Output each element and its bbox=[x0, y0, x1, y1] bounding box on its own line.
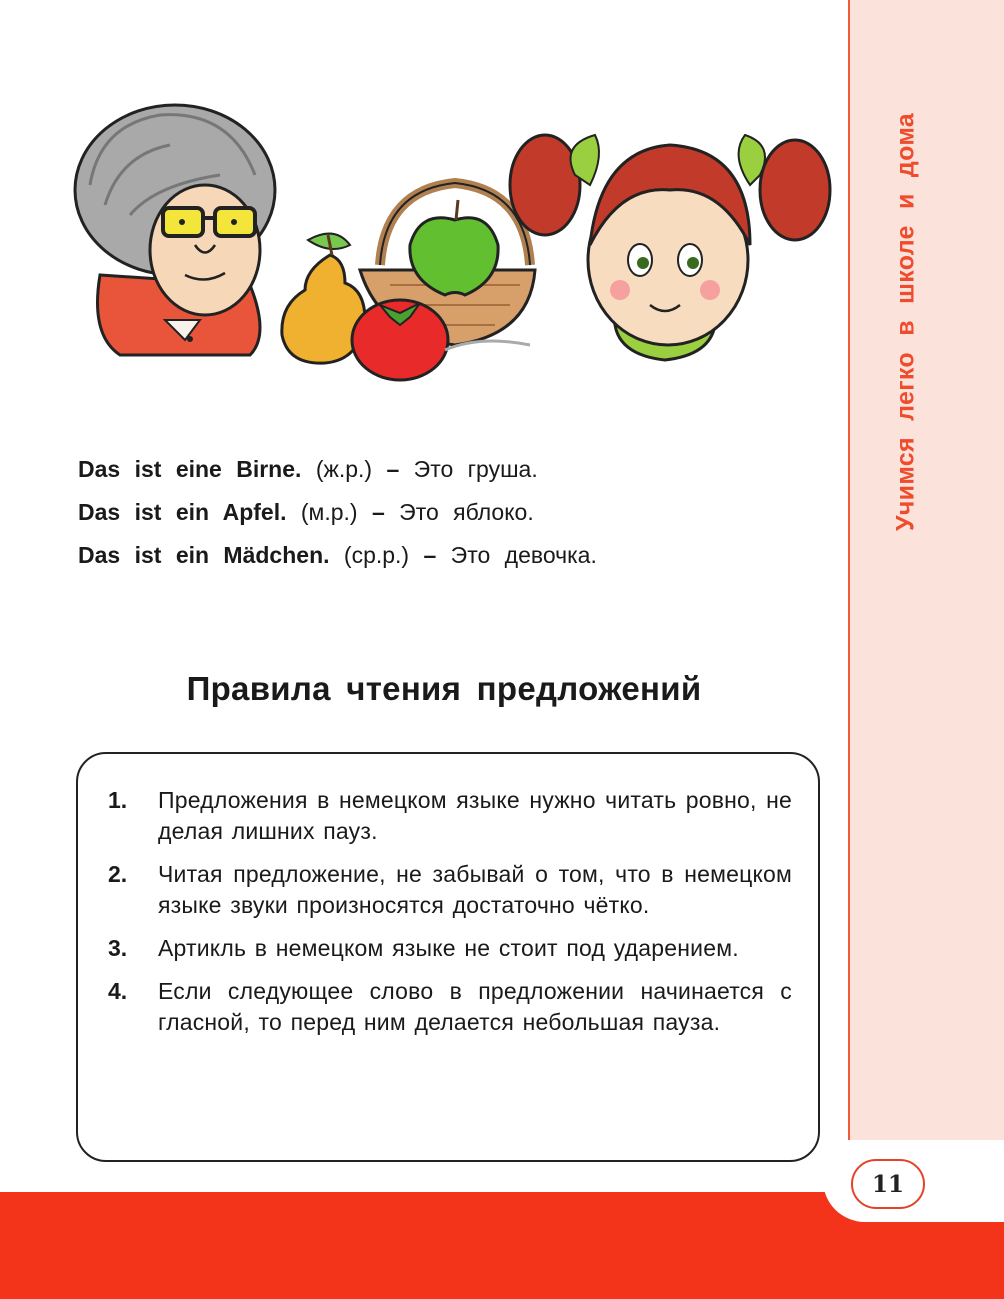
rule-item bbox=[108, 933, 792, 964]
apple-icon bbox=[410, 200, 498, 295]
rule-number: 3. bbox=[108, 935, 128, 961]
rule-text: Предложения в немецком языке нужно читать ровно, не делая лишних пауз. bbox=[158, 787, 792, 844]
example-line-3: Das ist ein Mädchen. (ср.р.) – Это девочка. bbox=[78, 542, 597, 568]
page-number: 11 bbox=[851, 1159, 925, 1209]
rule-number: 4. bbox=[108, 978, 128, 1004]
rule-item bbox=[108, 976, 792, 1038]
rule-text: Читая предложение, не забывай о том, что в немецком языке звуки произносятся достаточно чётко. bbox=[158, 861, 792, 918]
rule-number: 2. bbox=[108, 861, 128, 887]
girl-icon bbox=[510, 135, 830, 360]
section-title: Правила чтения предложений bbox=[186, 670, 702, 707]
rules-list bbox=[108, 785, 792, 1050]
side-panel bbox=[848, 0, 1004, 1140]
example-line-2: Das ist ein Apfel. (м.р.) – Это яблоко. bbox=[78, 499, 534, 525]
illustration bbox=[60, 95, 840, 390]
rule-item bbox=[108, 859, 792, 921]
grandmother-icon bbox=[75, 105, 275, 355]
rule-item bbox=[108, 785, 792, 847]
rule-number: 1. bbox=[108, 787, 128, 813]
example-line-1: Das ist eine Birne. (ж.р.) – Это груша. bbox=[78, 456, 538, 482]
examples bbox=[78, 448, 838, 577]
rule-text: Артикль в немецком языке не стоит под ударением. bbox=[158, 935, 739, 961]
rule-text: Если следующее слово в предложении начинается с гласной, то перед ним делается небольшая пауза. bbox=[158, 978, 792, 1035]
